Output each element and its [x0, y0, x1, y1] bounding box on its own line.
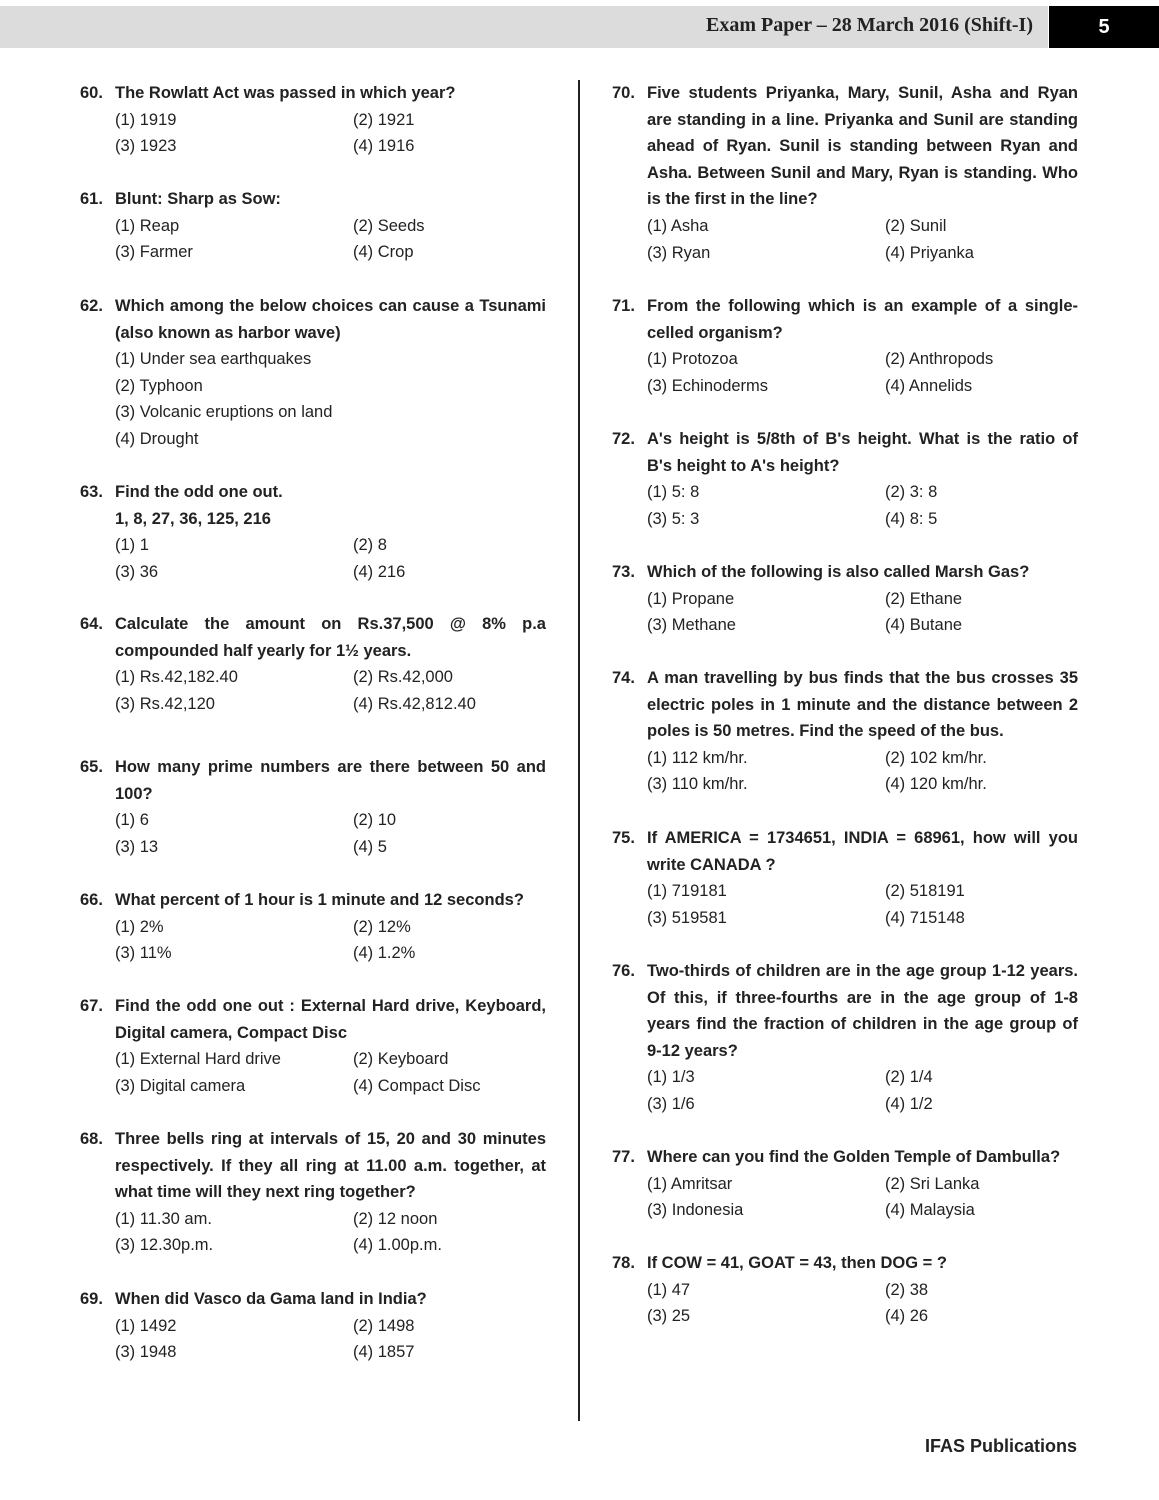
question-65: [80, 754, 546, 860]
answer-option: (3) 5: 3: [647, 509, 700, 528]
question-number: 65.: [80, 758, 103, 776]
question-text: Three bells ring at intervals of 15, 20 and 30 minutes respectively. If they all ring at 11.00 a.m. together, at what time will they next ring together?: [115, 1130, 546, 1202]
question-number: 64.: [80, 615, 103, 633]
answer-option: (3) 36: [115, 562, 159, 581]
answer-option: (2) Sri Lanka: [885, 1174, 980, 1193]
answer-options: [115, 532, 546, 585]
answer-option: (4) 1.2%: [353, 944, 416, 963]
answer-option: (2) Typhoon: [115, 376, 203, 395]
question-number: 74.: [612, 669, 635, 687]
answer-option: (3) 12.30p.m.: [115, 1236, 214, 1255]
answer-option: (2) Seeds: [353, 216, 425, 235]
question-text: Blunt: Sharp as Sow:: [115, 190, 281, 208]
answer-option: (4) 5: [353, 837, 387, 856]
answer-option: (3) Digital camera: [115, 1076, 246, 1095]
question-text: Calculate the amount on Rs.37,500 @ 8% p.a compounded half yearly for 1½ years.: [115, 615, 546, 660]
answer-option: (4) 1.00p.m.: [353, 1236, 442, 1255]
answer-option: (1) Rs.42,182.40: [115, 668, 238, 687]
answer-option: (3) 1948: [115, 1343, 177, 1362]
answer-option: (4) 26: [885, 1307, 929, 1326]
question-number: 69.: [80, 1290, 103, 1308]
question-60: [80, 80, 546, 160]
answer-option: (2) Keyboard: [353, 1050, 449, 1069]
answer-option: (1) External Hard drive: [115, 1050, 281, 1069]
answer-options: [115, 807, 546, 860]
answer-option: (1) Under sea earthquakes: [115, 350, 312, 369]
answer-option: (1) 6: [115, 811, 149, 830]
question-text: If COW = 41, GOAT = 43, then DOG = ?: [647, 1254, 947, 1272]
answer-option: (3) Ryan: [647, 243, 711, 262]
question-number: 73.: [612, 563, 635, 581]
answer-option: (3) Indonesia: [647, 1201, 744, 1220]
question-series: 1, 8, 27, 36, 125, 216: [115, 509, 271, 528]
answer-options: [115, 213, 546, 266]
question-number: 71.: [612, 297, 635, 315]
answer-option: (4) 1916: [353, 137, 415, 156]
question-number: 61.: [80, 190, 103, 208]
answer-option: (2) Sunil: [885, 216, 947, 235]
answer-option: (2) 518191: [885, 882, 965, 901]
answer-option: (3) 110 km/hr.: [647, 775, 748, 794]
question-74: [612, 665, 1078, 798]
answer-option: (4) Crop: [353, 243, 414, 262]
answer-option: (3) Farmer: [115, 243, 193, 262]
question-text: How many prime numbers are there between 50 and 100?: [115, 758, 546, 803]
answer-option: (2) 12%: [353, 917, 411, 936]
answer-option: (3) Rs.42,120: [115, 694, 215, 713]
answer-option: (3) Volcanic eruptions on land: [115, 403, 333, 422]
question-63: [80, 479, 546, 585]
answer-option: (1) 5: 8: [647, 483, 700, 502]
answer-option: (4) 1/2: [885, 1094, 933, 1113]
answer-options: [115, 1313, 546, 1366]
question-text: A man travelling by bus finds that the bus crosses 35 electric poles in 1 minute and the distance between 2 poles is 50 metres. Find the speed of the bus.: [647, 669, 1078, 741]
answer-option: (1) 1: [115, 536, 149, 555]
answer-option: (3) 13: [115, 837, 159, 856]
answer-options: [647, 586, 1078, 639]
answer-options: [115, 664, 546, 717]
answer-option: (3) 25: [647, 1307, 691, 1326]
answer-option: (2) 12 noon: [353, 1209, 438, 1228]
answer-option: (4) 216: [353, 562, 406, 581]
answer-options: [647, 479, 1078, 532]
question-75: [612, 825, 1078, 931]
answer-option: (4) Annelids: [885, 376, 973, 395]
answer-option: (3) 1923: [115, 137, 177, 156]
answer-option: (3) 11%: [115, 944, 172, 963]
column-divider: [578, 80, 580, 1421]
answer-option: (1) 719181: [647, 882, 727, 901]
question-73: [612, 559, 1078, 639]
question-69: [80, 1286, 546, 1366]
question-76: [612, 958, 1078, 1118]
answer-option: (1) Propane: [647, 589, 735, 608]
answer-option: (2) 1498: [353, 1316, 415, 1335]
answer-option: (3) 1/6: [647, 1094, 695, 1113]
question-text: Find the odd one out.: [115, 483, 283, 501]
question-66: [80, 887, 546, 967]
answer-option: (1) 1/3: [647, 1068, 695, 1087]
answer-option: (1) Reap: [115, 216, 180, 235]
question-text: When did Vasco da Gama land in India?: [115, 1290, 427, 1308]
page-number: 5: [1049, 6, 1159, 48]
question-text: Two-thirds of children are in the age group 1-12 years. Of this, if three-fourths are in the age group of 1-8 years find the fraction of children in the age group of 9-12 years?: [647, 962, 1078, 1060]
answer-options: [647, 1277, 1078, 1330]
answer-options: [647, 213, 1078, 266]
question-number: 72.: [612, 430, 635, 448]
question-number: 78.: [612, 1254, 635, 1272]
answer-options: [115, 1206, 546, 1259]
answer-option: (2) 38: [885, 1280, 929, 1299]
question-number: 75.: [612, 829, 635, 847]
answer-option: (1) 11.30 am.: [115, 1209, 212, 1228]
question-number: 76.: [612, 962, 635, 980]
answer-option: (1) Protozoa: [647, 350, 738, 369]
question-text: From the following which is an example of a single-celled organism?: [647, 297, 1078, 342]
answer-option: (2) Rs.42,000: [353, 668, 453, 687]
question-72: [612, 426, 1078, 532]
answer-option: (3) 519581: [647, 908, 727, 927]
question-77: [612, 1144, 1078, 1224]
question-62: [80, 293, 546, 453]
answer-option: (4) 120 km/hr.: [885, 775, 987, 794]
answer-option: (2) 3: 8: [885, 483, 938, 502]
question-78: [612, 1250, 1078, 1330]
answer-option: (4) Butane: [885, 616, 963, 635]
answer-option: (4) Compact Disc: [353, 1076, 481, 1095]
answer-option: (4) 1857: [353, 1343, 415, 1362]
question-70: [612, 80, 1078, 266]
question-text: Where can you find the Golden Temple of Dambulla?: [647, 1148, 1061, 1166]
answer-option: (2) Ethane: [885, 589, 963, 608]
answer-option: (1) 2%: [115, 917, 164, 936]
answer-options: [647, 878, 1078, 931]
question-text: Five students Priyanka, Mary, Sunil, Asha and Ryan are standing in a line. Priyanka and Sunil are standing ahead of Ryan. Sunil is standing between Ryan and Asha. Between Sunil and Mary, Ryan is standing. Who is the first in the line?: [647, 84, 1078, 209]
answer-option: (2) 1/4: [885, 1068, 933, 1087]
question-64: [80, 611, 546, 717]
question-text: A's height is 5/8th of B's height. What is the ratio of B's height to A's height?: [647, 430, 1078, 475]
answer-option: (1) 1919: [115, 110, 177, 129]
question-text: If AMERICA = 1734651, INDIA = 68961, how will you write CANADA ?: [647, 829, 1078, 874]
answer-options: [115, 346, 546, 452]
answer-option: (2) Anthropods: [885, 350, 994, 369]
answer-options: [647, 346, 1078, 399]
question-number: 62.: [80, 297, 103, 315]
answer-options: [647, 1064, 1078, 1117]
question-text: Find the odd one out : External Hard drive, Keyboard, Digital camera, Compact Disc: [115, 997, 546, 1042]
answer-option: (1) 47: [647, 1280, 691, 1299]
answer-options: [647, 745, 1078, 798]
answer-option: (1) Asha: [647, 216, 709, 235]
question-number: 70.: [612, 84, 635, 102]
question-67: [80, 993, 546, 1099]
answer-option: (2) 102 km/hr.: [885, 748, 987, 767]
answer-option: (2) 8: [353, 536, 387, 555]
answer-option: (3) Echinoderms: [647, 376, 769, 395]
question-68: [80, 1126, 546, 1259]
answer-option: (3) Methane: [647, 616, 736, 635]
answer-option: (1) 112 km/hr.: [647, 748, 748, 767]
question-text: What percent of 1 hour is 1 minute and 12 seconds?: [115, 891, 524, 909]
answer-option: (4) 8: 5: [885, 509, 938, 528]
question-number: 77.: [612, 1148, 635, 1166]
page-header-title: Exam Paper – 28 March 2016 (Shift-I): [705, 14, 1033, 36]
answer-option: (2) 10: [353, 811, 397, 830]
question-number: 63.: [80, 483, 103, 501]
question-71: [612, 293, 1078, 399]
question-text: The Rowlatt Act was passed in which year?: [115, 84, 456, 102]
answer-option: (4) Priyanka: [885, 243, 974, 262]
answer-option: (4) Malaysia: [885, 1201, 975, 1220]
question-number: 67.: [80, 997, 103, 1015]
question-text: Which of the following is also called Marsh Gas?: [647, 563, 1030, 581]
answer-options: [115, 1046, 546, 1099]
question-number: 60.: [80, 84, 103, 102]
answer-options: [115, 914, 546, 967]
answer-option: (4) 715148: [885, 908, 965, 927]
answer-option: (4) Drought: [115, 429, 199, 448]
question-text: Which among the below choices can cause a Tsunami (also known as harbor wave): [115, 297, 546, 342]
question-number: 68.: [80, 1130, 103, 1148]
question-61: [80, 186, 546, 266]
publisher-footer: IFAS Publications: [924, 1436, 1077, 1456]
answer-option: (2) 1921: [353, 110, 415, 129]
answer-option: (4) Rs.42,812.40: [353, 694, 476, 713]
question-number: 66.: [80, 891, 103, 909]
answer-option: (1) Amritsar: [647, 1174, 733, 1193]
answer-options: [115, 107, 546, 160]
answer-option: (1) 1492: [115, 1316, 177, 1335]
answer-options: [647, 1171, 1078, 1224]
